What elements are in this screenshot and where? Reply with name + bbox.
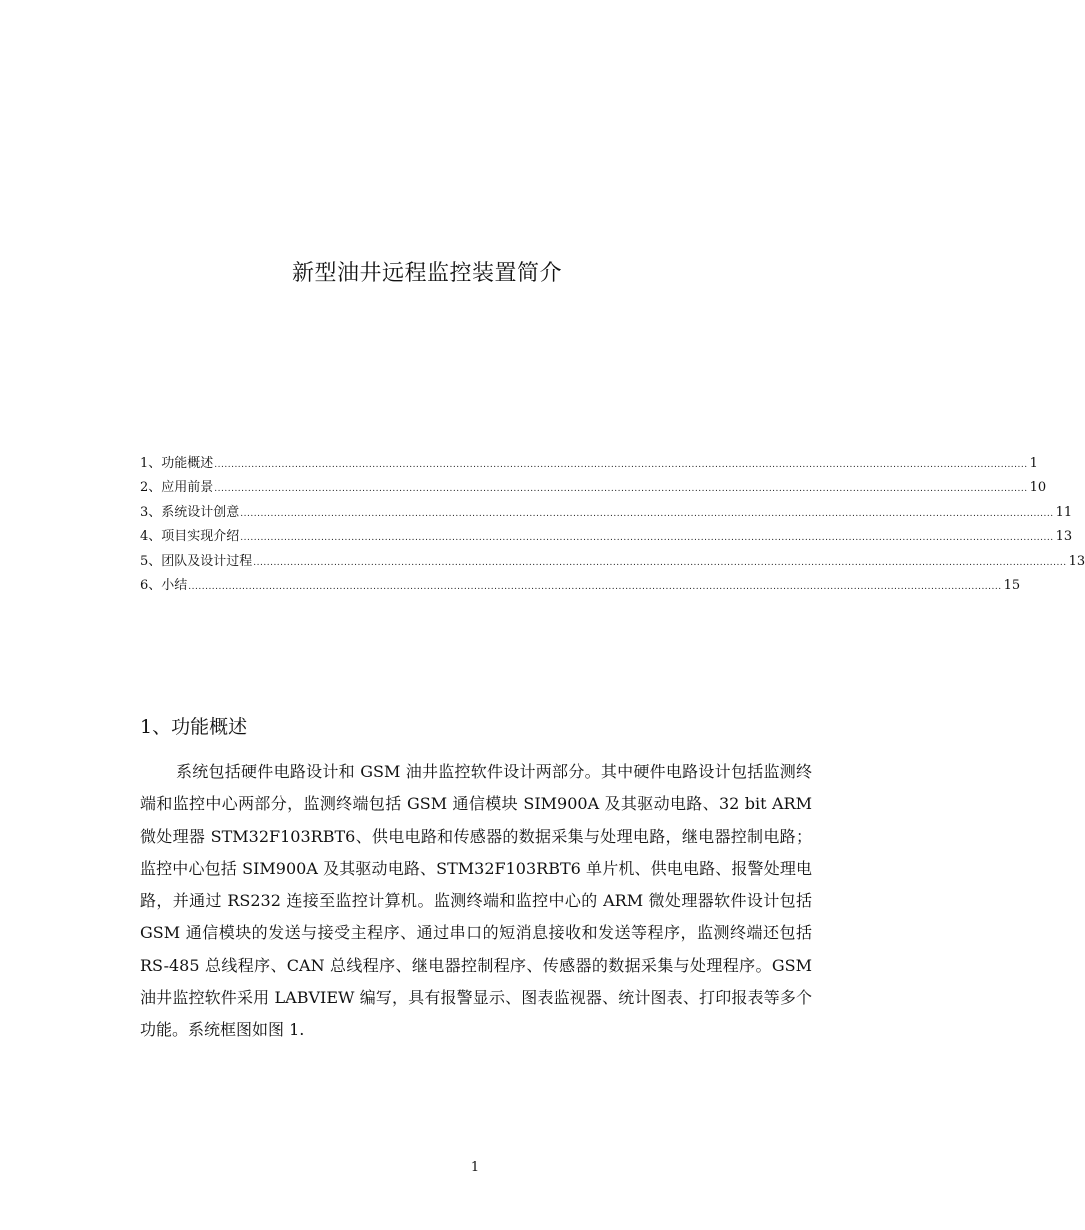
- toc-entry-page: 13: [1068, 553, 1085, 569]
- toc-entry-label: 1、功能概述: [140, 456, 214, 471]
- toc-entry-page: 11: [1055, 504, 1073, 520]
- toc-entry[interactable]: [140, 478, 1047, 502]
- toc-entry[interactable]: [140, 503, 1073, 527]
- table-of-contents: [140, 454, 1085, 600]
- toc-entry-label: 4、项目实现介绍: [140, 529, 240, 545]
- toc-entry-label: 6、小结: [140, 577, 188, 593]
- toc-leader-dots: ..................................................................................................................................................................................................................................................: [214, 460, 1028, 470]
- toc-entry-page: 10: [1029, 480, 1047, 496]
- toc-entry-page: 13: [1055, 529, 1073, 545]
- toc-entry[interactable]: [140, 527, 1073, 551]
- toc-entry-label: 3、系统设计创意: [140, 504, 240, 520]
- toc-leader-dots: ..................................................................................................................................................................................................................................................: [214, 484, 1028, 495]
- toc-leader-dots: ..................................................................................................................................................................................................................................................: [253, 557, 1067, 568]
- toc-entry-label: 2、应用前景: [140, 480, 214, 496]
- toc-leader-dots: ..................................................................................................................................................................................................................................................: [240, 508, 1054, 519]
- page-number: 1: [470, 1160, 480, 1175]
- toc-entry[interactable]: [140, 552, 1085, 576]
- toc-entry-page: 15: [1003, 577, 1021, 593]
- toc-leader-dots: ..................................................................................................................................................................................................................................................: [240, 533, 1054, 544]
- toc-leader-dots: ..................................................................................................................................................................................................................................................: [188, 581, 1002, 592]
- toc-entry[interactable]: [140, 454, 1038, 478]
- toc-entry[interactable]: [140, 576, 1021, 600]
- section-paragraph: 系统包括硬件电路设计和 GSM 油井监控软件设计两部分。其中硬件电路设计包括监测终端和监控中心两部分，监测终端包括 GSM 通信模块 SIM900A 及其驱动电路、32 bit ARM 微处理器 STM32F103RBT6、供电电路和传感器的数据采集与处理电路，继电器控制电路；监控中心包括 SIM900A 及其驱动电路、STM32F103RBT6 单片机、供电电路、报警处理电路，并通过 RS232 连接至监控计算机。监测终端和监控中心的 ARM 微处理器软件设计包括 GSM 通信模块的发送与接受主程序、通过串口的短消息接收和发送等程序，监测终端还包括 RS-485 总线程序、CAN 总线程序、继电器控制程序、传感器的数据采集与处理程序。GSM 油井监控软件采用 LABVIEW 编写，具有报警显示、图表监视器、统计图表、打印报表等多个功能。系统框图如图 1.: [140, 762, 812, 1040]
- toc-entry-page: 1: [1029, 456, 1038, 471]
- toc-entry-label: 5、团队及设计过程: [140, 553, 253, 569]
- document-title: 新型油井远程监控装置简介: [292, 261, 563, 286]
- section-heading: 1、功能概述: [140, 716, 248, 738]
